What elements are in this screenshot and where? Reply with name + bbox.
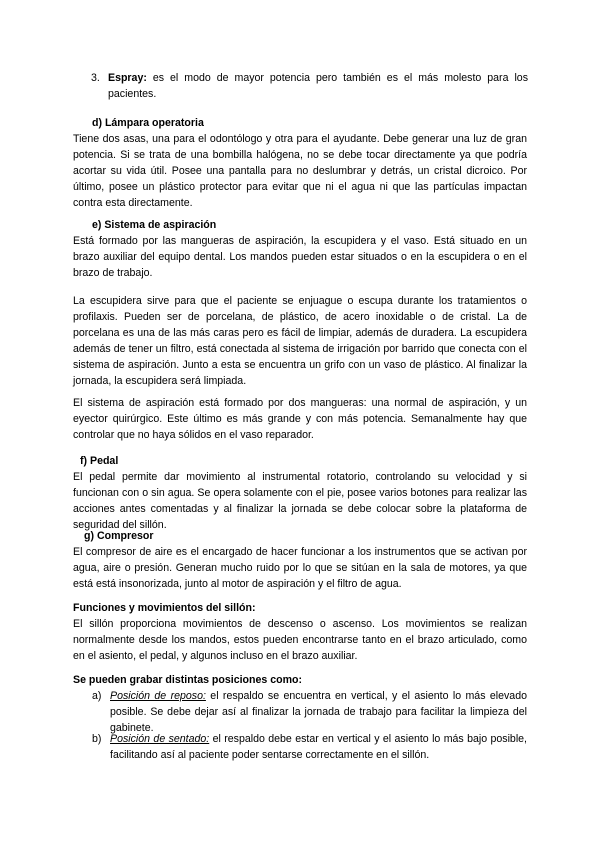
posicion-reposo-label: Posición de reposo: — [110, 690, 206, 702]
list-marker-b: b) — [92, 733, 102, 745]
posicion-sentado-label: Posición de sentado: — [110, 733, 210, 745]
pedal-paragraph: El pedal permite dar movimiento al instrumental rotatorio, controlando su velocidad y si funcionan con o sin agua. Se opera solamente con el pie, posee varios botones para realizar las acciones antes comentadas y al finalizar la jornada se debe colocar sobre la plataforma de seguridad del sillón. — [73, 471, 527, 531]
aspiracion-paragraph-3: El sistema de aspiración está formado por dos mangueras: una normal de aspiración, y un eyector quirúrgico. Este último es más grande y con más potencia. Semanalmente hay que controlar que no haya sólidos en el vaso reparador. — [73, 397, 527, 441]
espray-text: es el modo de mayor potencia pero también es el más molesto para los pacientes. — [108, 72, 528, 100]
heading-compresor: g) Compresor — [84, 530, 154, 542]
list-number: 3. — [91, 72, 100, 84]
aspiracion-paragraph-1: Está formado por las mangueras de aspiración, la escupidera y el vaso. Está situado en un brazo auxiliar del equipo dental. Los mandos pueden estar situados o en la escupidera o en el brazo de trabajo. — [73, 235, 527, 279]
posicion-reposo-text: el respaldo se encuentra en vertical, y el asiento lo más elevado posible. Se debe dejar así al finalizar la jornada de trabajo para facilitar la limpieza del gabinete. — [110, 690, 527, 734]
posicion-reposo-item — [110, 688, 527, 736]
heading-posiciones: Se pueden grabar distintas posiciones como: — [73, 674, 302, 686]
heading-pedal: f) Pedal — [80, 455, 119, 467]
heading-funciones: Funciones y movimientos del sillón: — [73, 602, 256, 614]
heading-aspiracion: e) Sistema de aspiración — [92, 219, 217, 231]
aspiracion-paragraph-2: La escupidera sirve para que el paciente se enjuague o escupa durante los tratamientos o profilaxis. Pueden ser de porcelana, de plástico, de acero inoxidable o de cristal. La de porcelana es una de las más caras pero es fácil de limpiar, además de duradera. La escupidera además de tener un filtro, está conectada al sistema de irrigación por barrido que conecta con el sistema de aspiración. Junto a esta se encuentra un grifo con un vaso de plástico. Al finalizar la jornada, la escupidera será limpiada. — [73, 295, 527, 387]
lampara-paragraph: Tiene dos asas, una para el odontólogo y otra para el ayudante. Debe generar una luz de gran potencia. Si se trata de una bombilla halógena, no se debe tocar directamente ya que podría acortar su vida útil. Posee una pantalla para no deslumbrar y detrás, un cristal dicroico. Por último, posee un plástico protector para evitar que ni el agua ni que las partículas impactan contra esta directamente. — [73, 133, 527, 209]
funciones-paragraph: El sillón proporciona movimientos de descenso o ascenso. Los movimientos se realizan normalmente desde los mandos, estos pueden encontrarse tanto en el brazo articulado, como en el asiento, el pedal, y algunos incluso en el brazo auxiliar. — [73, 618, 527, 662]
list-marker-a: a) — [92, 690, 102, 702]
espray-term: Espray: — [108, 72, 147, 84]
posicion-sentado-text: el respaldo debe estar en vertical y el asiento lo más bajo posible, facilitando así al paciente poder sentarse correctamente en el sillón. — [110, 733, 528, 761]
heading-lampara: d) Lámpara operatoria — [92, 117, 204, 129]
espray-item — [108, 70, 528, 102]
posicion-sentado-item — [110, 731, 527, 763]
compresor-paragraph: El compresor de aire es el encargado de hacer funcionar a los instrumentos que se activan por agua, aire o presión. Generan mucho ruido por lo que se sitúan en la sala de motores, ya que está está insonorizada, junto al motor de aspiración y el filtro de agua. — [73, 546, 527, 590]
